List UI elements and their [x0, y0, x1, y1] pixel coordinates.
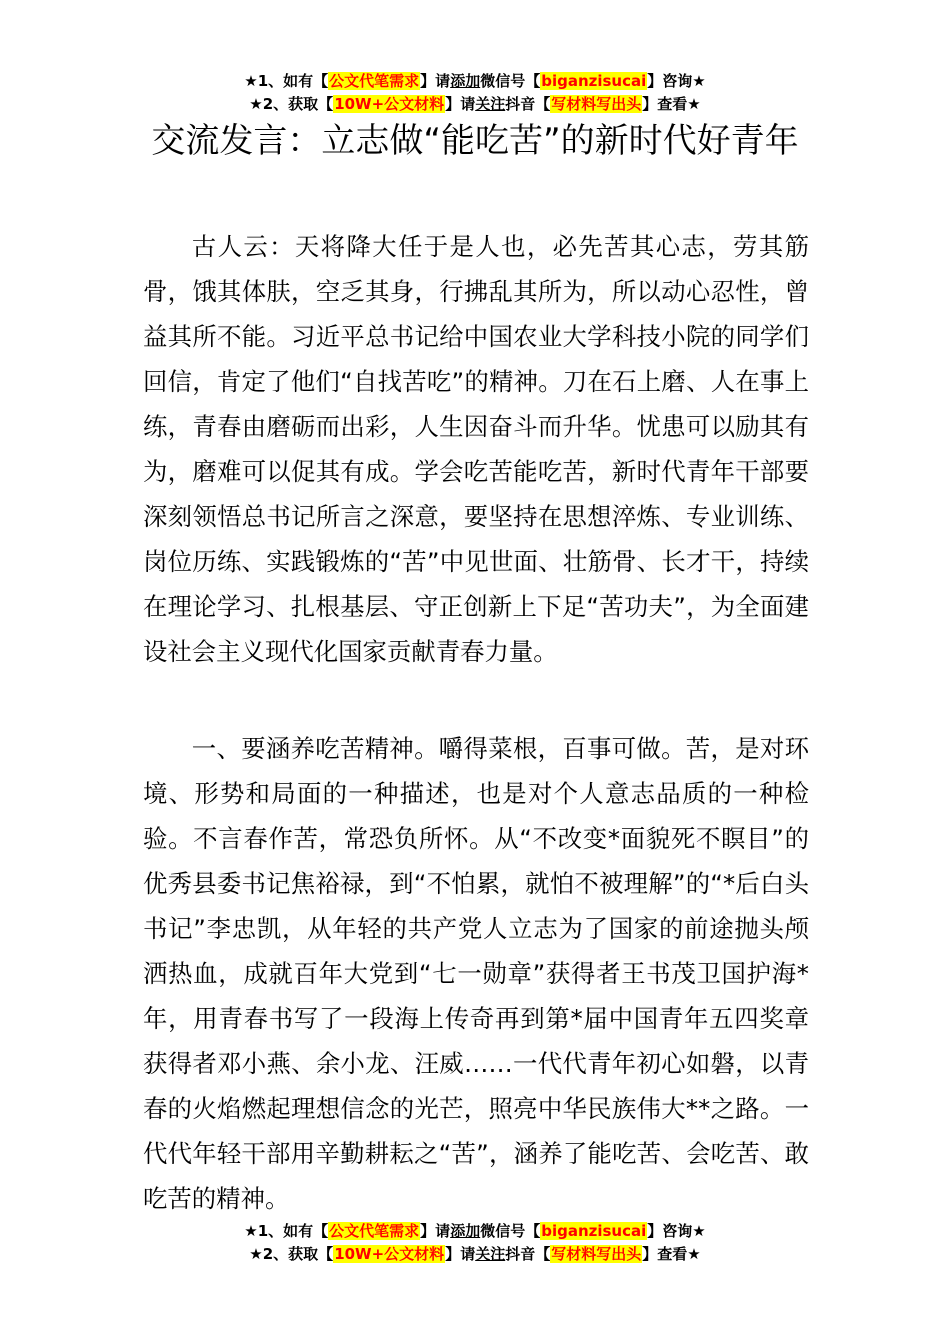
underline-follow: 关注 [475, 1245, 506, 1263]
notice-text: 】请 [420, 72, 451, 90]
notice-text: 抖音【 [505, 95, 551, 113]
notice-text: ★1、如有【 [244, 1222, 329, 1240]
underline-add: 添加 [450, 72, 481, 90]
underline-add: 添加 [450, 1222, 481, 1240]
underline-follow: 关注 [475, 95, 506, 113]
highlight-douyin-account: 写材料写出头 [551, 95, 642, 113]
notice-text: ★2、获取【 [249, 95, 334, 113]
notice-text: 】咨询★ [647, 1222, 706, 1240]
document-title: 交流发言：立志做“能吃苦”的新时代好青年 [151, 121, 799, 161]
notice-text: ★1、如有【 [244, 72, 329, 90]
notice-text: 微信号【 [480, 1222, 541, 1240]
notice-text: 微信号【 [480, 72, 541, 90]
header-notice-line-2 [0, 93, 950, 115]
notice-text: 】查看★ [642, 1245, 701, 1263]
highlight-wechat-id: biganzisucai [541, 72, 647, 90]
paragraph-section-1: 一、要涵养吃苦精神。嚼得菜根，百事可做。苦，是对环境、形势和局面的一种描述，也是对个人意志品质的一种检验。不言春作苦，常恐负所怀。从“不改变*面貌死不瞑目”的优秀县委书记焦裕禄，到“不怕累，就怕不被理解”的“*后白头书记”李忠凯，从年轻的共产党人立志为了国家的前途抛头颅洒热血，成就百年大党到“七一勋章”获得者王书茂卫国护海*年，用青春书写了一段海上传奇再到第*届中国青年五四奖章获得者邓小燕、余小龙、汪威……一代代青年初心如磐，以青春的火焰燃起理想信念的光芒，照亮中华民族伟大**之路。一代代年轻干部用辛勤耕耘之“苦”，涵养了能吃苦、会吃苦、敢吃苦的精神。 [143, 734, 809, 1213]
paragraph-intro: 古人云：天将降大任于是人也，必先苦其心志，劳其筋骨，饿其体肤，空乏其身，行拂乱其所为，所以动心忍性，曾益其所不能。习近平总书记给中国农业大学科技小院的同学们回信，肯定了他们“自找苦吃”的精神。刀在石上磨、人在事上练，青春由磨砺而出彩，人生因奋斗而升华。忧患可以励其有为，磨难可以促其有成。学会吃苦能吃苦，新时代青年干部要深刻领悟总书记所言之深意，要坚持在思想淬炼、专业训练、岗位历练、实践锻炼的“苦”中见世面、壮筋骨、长才干，持续在理论学习、扎根基层、守正创新上下足“苦功夫”，为全面建设社会主义现代化国家贡献青春力量。 [143, 232, 809, 666]
highlight-ghostwriting: 公文代笔需求 [329, 72, 420, 90]
notice-text: 】请 [445, 1245, 476, 1263]
notice-text: 】咨询★ [647, 72, 706, 90]
highlight-douyin-account: 写材料写出头 [551, 1245, 642, 1263]
header-notice-line-1 [0, 70, 950, 92]
highlight-materials: 10W+公文材料 [334, 1245, 445, 1263]
highlight-materials: 10W+公文材料 [334, 95, 445, 113]
highlight-wechat-id: biganzisucai [541, 1222, 647, 1240]
notice-text: 】请 [420, 1222, 451, 1240]
notice-text: 抖音【 [505, 1245, 551, 1263]
notice-text: 】请 [445, 95, 476, 113]
highlight-ghostwriting: 公文代笔需求 [329, 1222, 420, 1240]
footer-notice-line-1 [0, 1220, 950, 1242]
footer-notice-line-2 [0, 1243, 950, 1265]
notice-text: 】查看★ [642, 95, 701, 113]
notice-text: ★2、获取【 [249, 1245, 334, 1263]
